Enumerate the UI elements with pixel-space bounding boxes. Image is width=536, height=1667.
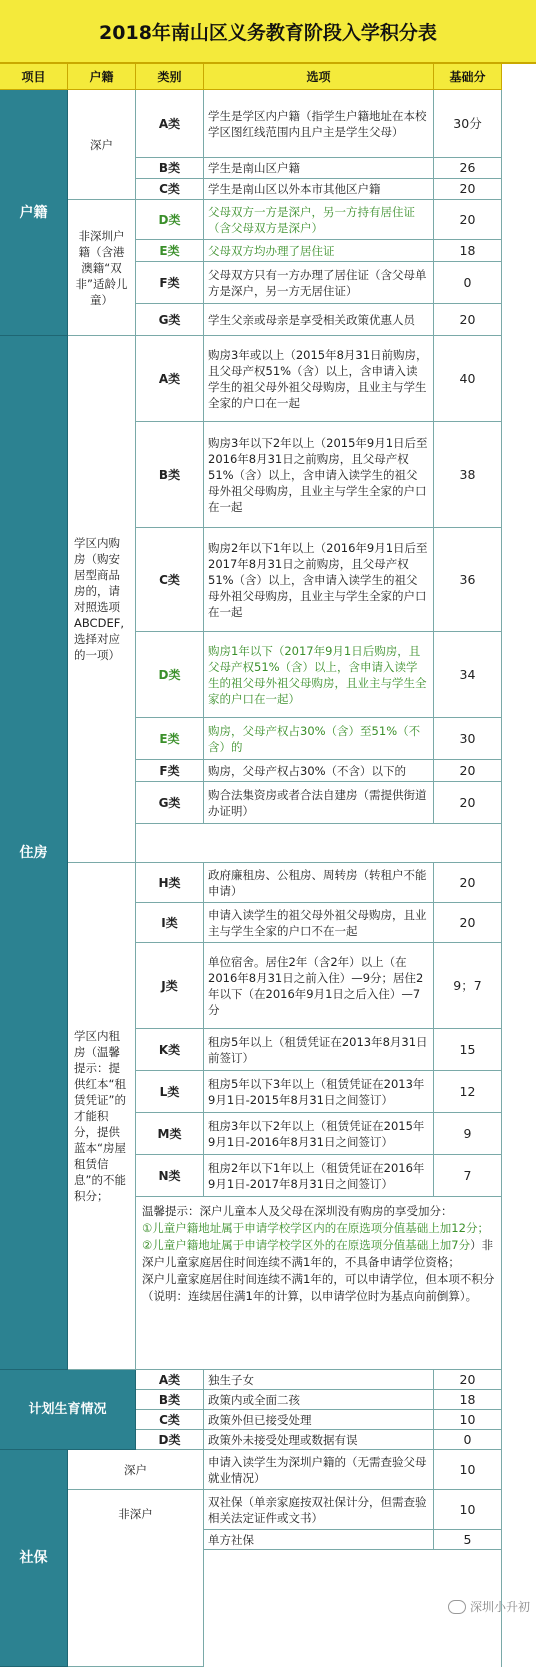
score-value: 36 (434, 528, 502, 632)
class-label: K类 (136, 1029, 204, 1071)
option-text: 申请入读学生为深圳户籍的（无需查验父母就业情况） (204, 1450, 434, 1490)
option-text: 父母双方只有一方办理了居住证（含父母单方是深户，另一方无居住证） (204, 262, 434, 304)
class-label: D类 (136, 632, 204, 718)
score-value: 0 (434, 1430, 502, 1450)
score-value: 20 (434, 760, 502, 782)
score-value: 5 (434, 1530, 502, 1550)
sub-sb-feishen: 非深户 (68, 1490, 204, 1667)
class-label: E类 (136, 240, 204, 262)
option-text: 购房2年以下1年以上（2016年9月1日后至2017年8月31日之前购房，且父母产权51%（含）以上，含申请入读学生的祖父母外祖父母购房，且业主与学生全家的户口在一起 (204, 528, 434, 632)
score-value: 18 (434, 1390, 502, 1410)
category-huji: 户籍 (0, 90, 68, 336)
score-value: 20 (434, 782, 502, 824)
class-label: G类 (136, 304, 204, 336)
option-text: 单位宿舍。居住2年（含2年）以上（在2016年8月31日之前入住）—9分；居住2年以下（在2016年9月1日之后入住）—7分 (204, 943, 434, 1029)
watermark (448, 1598, 530, 1615)
header-category: 类别 (136, 64, 204, 90)
option-text: 租房2年以下1年以上（租赁凭证在2016年9月1日-2017年8月31日之间签订） (204, 1155, 434, 1197)
option-text: 政策外但已接受处理 (204, 1410, 434, 1430)
option-text: 购房3年以下2年以上（2015年9月1日后至2016年8月31日之前购房，且父母产权51%（含）以上，含申请入读学生的祖父母外祖父母购房，且业主与学生全家的户口在一起 (204, 422, 434, 528)
option-text: 双社保（单亲家庭按双社保计分，但需查验相关法定证件或文书） (204, 1490, 434, 1530)
option-text: 购房，父母产权占30%（含）至51%（不含）的 (204, 718, 434, 760)
class-label: B类 (136, 158, 204, 179)
header-score: 基础分 (434, 64, 502, 90)
wechat-icon (448, 1600, 466, 1614)
score-value: 38 (434, 422, 502, 528)
option-text: 独生子女 (204, 1370, 434, 1390)
option-text: 购合法集资房或者合法自建房（需提供街道办证明） (204, 782, 434, 824)
option-text: 学生父亲或母亲是享受相关政策优惠人员 (204, 304, 434, 336)
class-label: C类 (136, 1410, 204, 1430)
class-label: A类 (136, 1370, 204, 1390)
sub-feishen: 非深圳户籍（含港澳籍“双非”适龄儿童） (68, 200, 136, 336)
category-shebao: 社保 (0, 1450, 68, 1667)
score-value: 20 (434, 903, 502, 943)
class-label: F类 (136, 262, 204, 304)
option-text: 单方社保 (204, 1530, 434, 1550)
score-value: 10 (434, 1490, 502, 1530)
score-value: 0 (434, 262, 502, 304)
option-text: 政府廉租房、公租房、周转房（转租户不能申请） (204, 863, 434, 903)
score-value: 10 (434, 1450, 502, 1490)
class-label: H类 (136, 863, 204, 903)
class-label: B类 (136, 422, 204, 528)
class-label: B类 (136, 1390, 204, 1410)
right-margin (502, 64, 536, 1667)
header-option: 选项 (204, 64, 434, 90)
sub-sb-shenhu: 深户 (68, 1450, 204, 1490)
class-label: G类 (136, 782, 204, 824)
note-line: 深户儿童家庭居住时间连续不满1年的，可以申请学位，但本项不积分（说明：连续居住满1年的计算，以申请学位时为基点向前倒算）。 (142, 1272, 495, 1303)
score-value: 15 (434, 1029, 502, 1071)
score-value: 10 (434, 1410, 502, 1430)
option-text: 租房5年以下3年以上（租赁凭证在2013年9月1日-2015年8月31日之间签订） (204, 1071, 434, 1113)
watermark-text: 深圳小升初 (469, 1600, 530, 1614)
score-value: 20 (434, 200, 502, 240)
option-text: 学生是南山区以外本市其他区户籍 (204, 179, 434, 200)
score-value: 12 (434, 1071, 502, 1113)
category-jihua: 计划生育情况 (0, 1370, 136, 1450)
header-project: 项目 (0, 64, 68, 90)
sub-zufang: 学区内租房（温馨提示：提供红本“租赁凭证”的才能积分，提供蓝本“房屋租赁信息”的不能积分； (68, 863, 136, 1370)
score-value: 40 (434, 336, 502, 422)
score-value: 26 (434, 158, 502, 179)
option-text: 租房5年以上（租赁凭证在2013年8月31日前签订） (204, 1029, 434, 1071)
page-title: 2018年南山区义务教育阶段入学积分表 (0, 0, 536, 64)
score-value: 20 (434, 863, 502, 903)
note-box (136, 1197, 502, 1370)
option-text: 购房3年或以上（2015年8月31日前购房，且父母产权51%（含）以上，含申请入读学生的祖父母外祖父母购房，且业主与学生全家的户口在一起 (204, 336, 434, 422)
note-line: 温馨提示：深户儿童本人及父母在深圳没有购房的享受加分： (142, 1204, 453, 1218)
score-value: 9 (434, 1113, 502, 1155)
class-label: N类 (136, 1155, 204, 1197)
class-label: C类 (136, 528, 204, 632)
sub-goufang: 学区内购房（购安居型商品房的，请对照选项ABCDEF,选择对应的一项） (68, 336, 136, 863)
category-zhufang: 住房 (0, 336, 68, 1370)
score-value: 20 (434, 179, 502, 200)
option-text: 购房，父母产权占30%（不含）以下的 (204, 760, 434, 782)
class-label: A类 (136, 336, 204, 422)
option-text: 购房1年以下（2017年9月1日后购房，且父母产权51%（含）以上，含申请入读学生的祖父母外祖父母购房，且业主与学生全家的户口在一起） (204, 632, 434, 718)
option-text: 政策外未接受处理或数据有误 (204, 1430, 434, 1450)
score-value: 30分 (434, 90, 502, 158)
note-line: ①儿童户籍地址属于申请学校学区内的在原选项分值基础上加12分； (142, 1221, 489, 1235)
class-label: J类 (136, 943, 204, 1029)
option-text: 租房3年以下2年以上（租赁凭证在2015年9月1日-2016年8月31日之间签订） (204, 1113, 434, 1155)
option-text: 学生是学区内户籍（指学生户籍地址在本校学区图红线范围内且户主是学生父母） (204, 90, 434, 158)
score-value: 30 (434, 718, 502, 760)
class-label: A类 (136, 90, 204, 158)
class-label: D类 (136, 200, 204, 240)
score-value: 18 (434, 240, 502, 262)
sub-shenhu: 深户 (68, 90, 136, 200)
class-label: I类 (136, 903, 204, 943)
note-line (142, 1237, 495, 1271)
class-label: M类 (136, 1113, 204, 1155)
option-text: 父母双方一方是深户，另一方持有居住证（含父母双方是深户） (204, 200, 434, 240)
spacer-row (136, 824, 502, 863)
option-text: 政策内或全面二孩 (204, 1390, 434, 1410)
option-text: 学生是南山区户籍 (204, 158, 434, 179)
note-highlight: ②儿童户籍地址属于申请学校学区外的在原选项分值基础上加7分 (142, 1238, 471, 1252)
header-huji: 户籍 (68, 64, 136, 90)
option-text: 申请入读学生的祖父母外祖父母购房，且业主与学生全家的户口不在一起 (204, 903, 434, 943)
class-label: L类 (136, 1071, 204, 1113)
score-value: 34 (434, 632, 502, 718)
score-value: 20 (434, 1370, 502, 1390)
class-label: E类 (136, 718, 204, 760)
class-label: F类 (136, 760, 204, 782)
class-label: D类 (136, 1430, 204, 1450)
score-value: 7 (434, 1155, 502, 1197)
option-text: 父母双方均办理了居住证 (204, 240, 434, 262)
class-label: C类 (136, 179, 204, 200)
note-text: ）非深户儿童家庭居住时间连续不满1年的，不具备申请学位资格； (142, 1238, 494, 1269)
score-value: 9；7 (434, 943, 502, 1029)
score-value: 20 (434, 304, 502, 336)
